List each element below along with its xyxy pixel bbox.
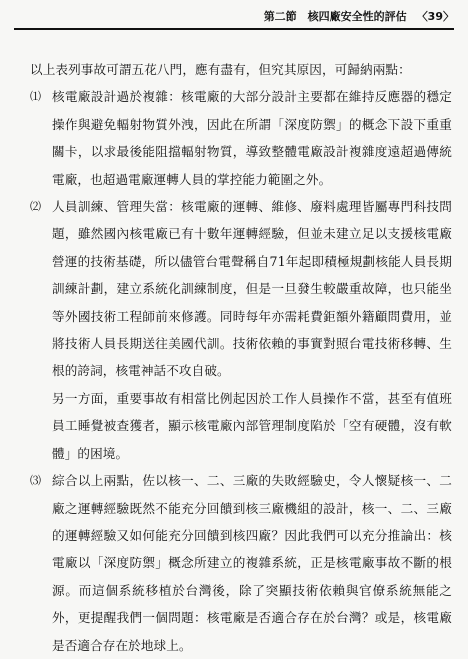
item-number: ⑶ <box>30 474 42 488</box>
section-title: 第二節 核四廠安全性的評估 <box>263 10 407 23</box>
list-item-1 <box>30 83 452 193</box>
list-item-3 <box>30 467 452 659</box>
item-number: ⑵ <box>30 200 42 214</box>
item-text: 核電廠設計過於複雜：核電廠的大部分設計主要都在維持反應器的穩定操作與避免輻射物質外洩，因此在所謂「深度防禦」的概念下設下重重關卡，以求最後能阻擋輻射物質，導致整體電廠設計複雜度遠超過傳統電廠，也超過電廠運轉人員的掌控能力範圍之外。 <box>52 89 452 187</box>
item-text: 人員訓練、管理失當：核電廠的運轉、維修、廢料處理皆屬專門科技問題，雖然國內核電廠已有十數年運轉經驗，但並未建立足以支援核電廠營運的技術基礎，所以儘管台電聲稱自71年起即積極規劃核能人員長期訓練計劃，建立系統化訓練制度，但是一旦發生較嚴重故障，也只能坐等外國技術工程師前來修護。同時每年亦需耗費鉅額外籍顧問費用，並將技術人員長期送往美國代訓。技術依賴的事實對照台電技術移轉、生根的誇詞，核電神話不攻自破。 <box>52 199 452 379</box>
intro-paragraph: 以上表列事故可謂五花八門，應有盡有，但究其原因，可歸納兩點： <box>30 62 411 77</box>
item-number: ⑴ <box>30 90 42 104</box>
item-text: 綜合以上兩點，佐以核一、二、三廠的失敗經驗史，令人懷疑核一、二廠之運轉經驗既然不能充分回饋到核三廠機組的設計，核一、二、三廠的運轉經驗又如何能充分回饋到核四廠？因此我們可以充分推論出：核電廠以「深度防禦」概念所建立的複雜系統，正是核電廠事故不斷的根源。而這個系統移植於台灣後，除了突顯技術依賴與官僚系統無能之外，更提醒我們一個問題：核電廠是否適合存在於台灣？或是，核電廠是否適合存在於地球上。 <box>52 473 452 653</box>
body-text <box>30 56 452 659</box>
item-continuation: 另一方面，重要事故有相當比例起因於工作人員操作不當，甚至有值班員工睡覺被查獲者，顯示核電廠內部管理制度陷於「空有硬體，沒有軟體」的困境。 <box>52 390 452 461</box>
list-item-2 <box>30 193 452 467</box>
page-number: 〈39〉 <box>416 10 454 23</box>
running-header <box>14 6 454 30</box>
